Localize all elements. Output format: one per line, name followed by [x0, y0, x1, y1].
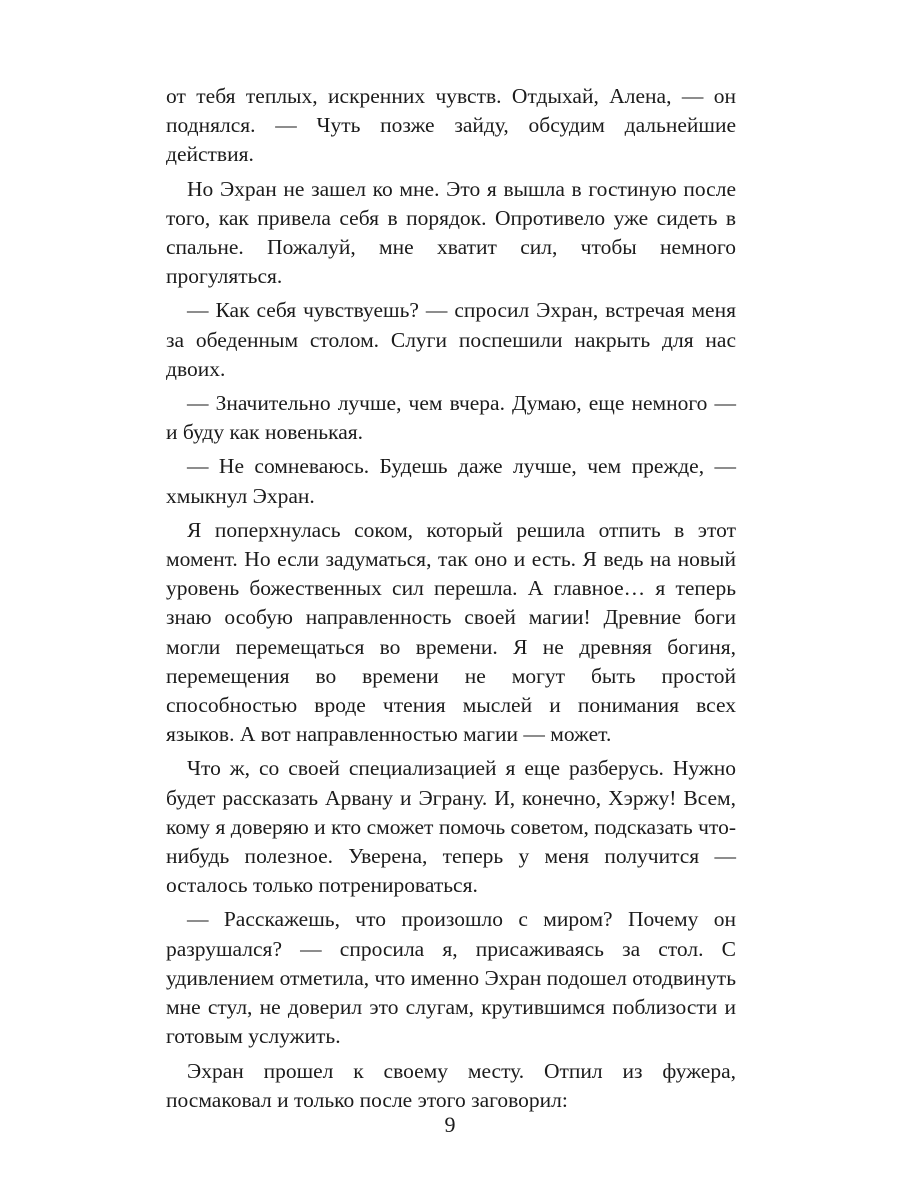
page-number: 9	[444, 1112, 456, 1137]
dialogue-line: — Не сомневаюсь. Будешь даже лучше, чем прежде, — хмыкнул Эхран.	[166, 454, 736, 508]
paragraph: Эхран прошел к своему месту. Отпил из фужера, посмаковал и только после этого заговорил:	[166, 1058, 736, 1112]
body-text	[166, 82, 736, 1120]
paragraph-continued: от тебя теплых, искренних чувств. Отдыхай, Алена, — он поднялся. — Чуть позже зайду, обсудим дальнейшие действия.	[166, 84, 736, 167]
paragraph: Но Эхран не зашел ко мне. Это я вышла в гостиную после того, как привела себя в порядок. Опротивело уже сидеть в спальне. Пожалуй, мне хватит сил, чтобы немного прогуляться.	[166, 176, 736, 289]
paragraph: Что ж, со своей специализацией я еще разберусь. Нужно будет рассказать Арвану и Эграну. И, конечно, Хэржу! Всем, кому я доверяю и кто сможет помочь советом, подсказать что-нибудь полезное. Уверена, теперь у меня получится — осталось только потренироваться.	[166, 756, 736, 898]
dialogue-line: — Значительно лучше, чем вчера. Думаю, еще немного — и буду как новенькая.	[166, 391, 736, 445]
paragraph: Я поперхнулась соком, который решила отпить в этот момент. Но если задуматься, так оно и есть. Я ведь на новый уровень божественных сил перешла. А главное… я теперь знаю особую направленность своей магии! Древние боги могли перемещаться во времени. Я не древняя богиня, перемещения во времени не могут быть простой способностью вроде чтения мыслей и понимания всех языков. А вот направленностью магии — может.	[166, 517, 736, 747]
dialogue-line: — Расскажешь, что произошло с миром? Почему он разрушался? — спросила я, присаживаясь за стол. С удивлением отметила, что именно Эхран подошел отодвинуть мне стул, не доверил это слугам, крутившимся поблизости и готовым услужить.	[166, 907, 736, 1049]
dialogue-line: — Как себя чувствуешь? — спросил Эхран, встречая меня за обеденным столом. Слуги поспешили накрыть для нас двоих.	[166, 298, 736, 381]
